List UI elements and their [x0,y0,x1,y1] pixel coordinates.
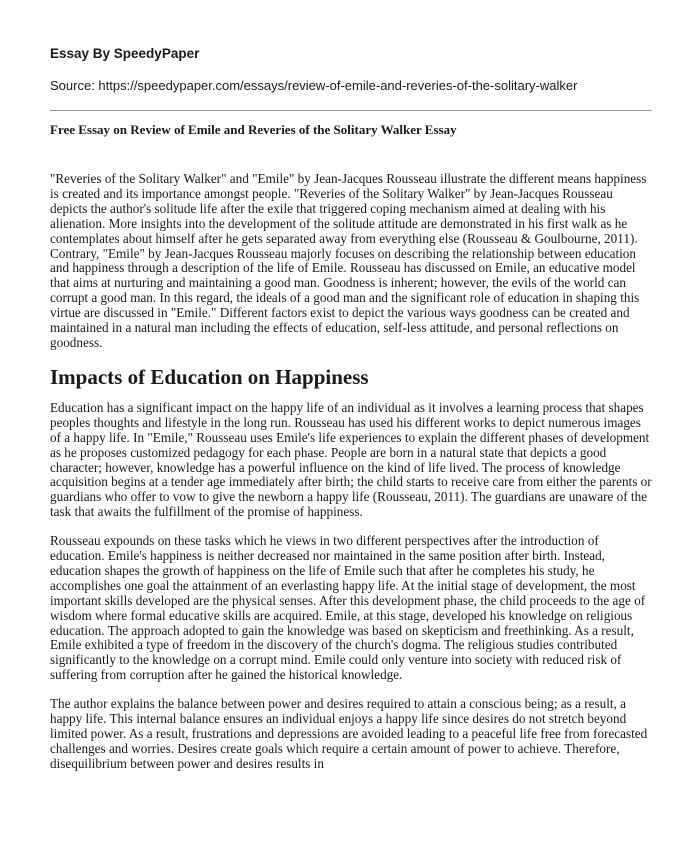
brand-header: Essay By SpeedyPaper [50,46,200,61]
document-title: Free Essay on Review of Emile and Reveries of the Solitary Walker Essay [50,122,457,137]
header-divider [50,110,652,111]
section-heading: Impacts of Education on Happiness [50,364,369,389]
body-paragraph-3: The author explains the balance between power and desires required to attain a conscious being; as a result, a happy life. This internal balance ensures an individual enjoys a happy life since desires do not stretch beyond limited power. As a result, frustrations and depressions are avoided leading to a peaceful life free from forecasted challenges and worries. Desires create goals which require a certain amount of power to achieve. Therefore, disequilibrium between power and desires results in [50,696,648,771]
intro-paragraph: "Reveries of the Solitary Walker" and "Emile" by Jean-Jacques Rousseau illustrate the different means happiness is created and its importance amongst people. "Reveries of the Solitary Walker" by Jean-Jacques Rousseau depicts the author's solitude life after the exile that triggered coping mechanism aimed at dealing with his alienation. More insights into the development of the solitude attitude are demonstrated in his first walk as he contemplates about himself after he gets separated away from everything else (Rousseau & Goulbourne, 2011). Contrary, "Emile" by Jean-Jacques Rousseau majorly focuses on describing the relationship between education and happiness through a description of the life of Emile. Rousseau has discussed on Emile, an educative model that aims at nurturing and maintaining a good man. Goodness is inherent; however, the evils of the world can corrupt a good man. In this regard, the ideals of a good man and the significant role of education in shaping this virtue are discussed in "Emile." Different factors exist to depict the various ways goodness can be created and maintained in a natural man including the effects of education, self-less attitude, and personal reflections on goodness. [50,171,647,350]
body-paragraph-2: Rousseau expounds on these tasks which he views in two different perspectives after the introduction of education. Emile's happiness is neither decreased nor maintained in the same position after birth. Instead, education shapes the growth of happiness on the life of Emile such that after he completes his study, he accomplishes one goal the attainment of an everlasting happy life. At the initial stage of development, the most important skills developed are the physical senses. After this development phase, the child proceeds to the age of wisdom where formal educative skills are acquired. Emile, at this stage, developed his knowledge on religious education. The approach adopted to gain the knowledge was based on skepticism and freethinking. As a result, Emile exhibited a type of freedom in the discovery of the church's dogma. The religious studies contributed significantly to the knowledge on a corrupt mind. Emile could only venture into society with reduced risk of suffering from corruption after he gained the historical knowledge. [50,533,646,683]
body-paragraph-1: Education has a significant impact on the happy life of an individual as it involves a learning process that shapes peoples thoughts and lifestyle in the long run. Rousseau has used his different works to depict numerous images of a happy life. In "Emile," Rousseau uses Emile's life experiences to explain the different phases of development as he proposes customized pedagogy for each phase. People are born in a natural state that depicts a good character; however, knowledge has a powerful influence on the kind of life lived. The process of knowledge acquisition begins at a tender age immediately after birth; the child starts to receive care from either the parents or guardians who offer to vow to give the newborn a happy life (Rousseau, 2011). The guardians are unaware of the task that awaits the fulfillment of the promise of happiness. [50,399,652,520]
source-line: Source: https://speedypaper.com/essays/review-of-emile-and-reveries-of-the-solitary-walker [50,78,578,93]
